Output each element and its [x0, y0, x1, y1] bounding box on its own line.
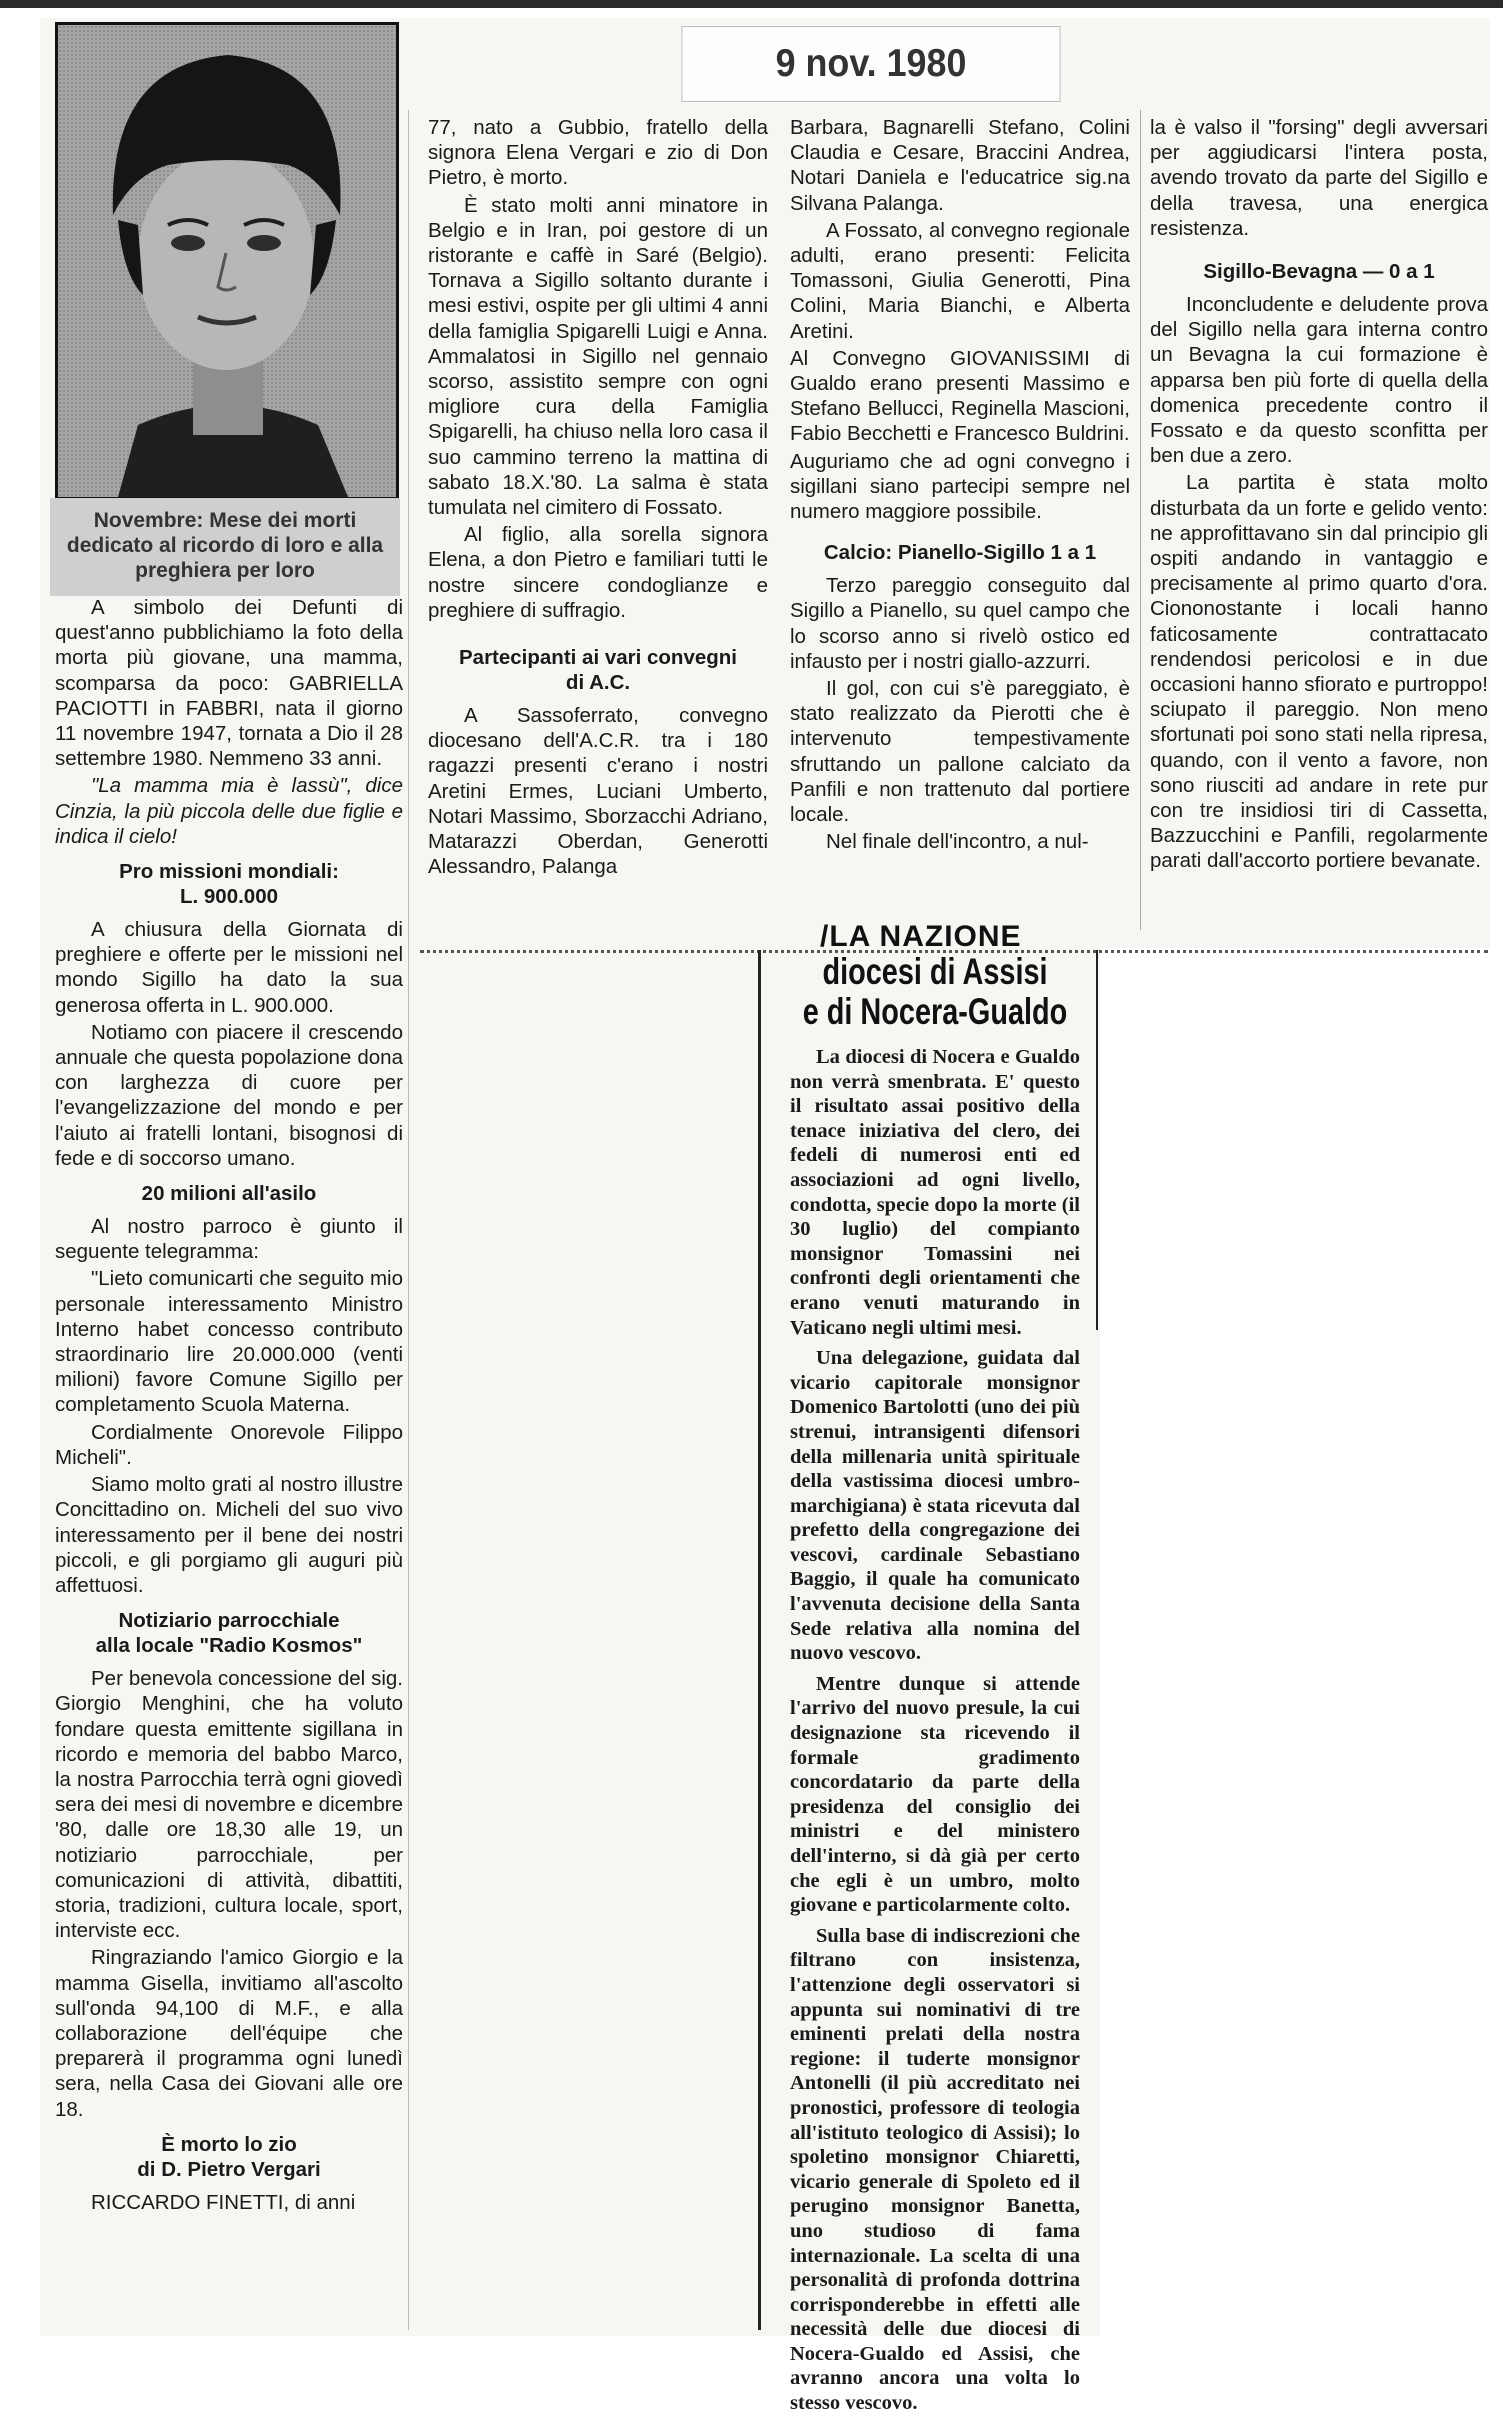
nazione-article	[790, 1045, 1080, 2418]
column-2	[428, 115, 768, 881]
section-heading-calcio: Calcio: Pianello-Sigillo 1 a 1	[823, 541, 1097, 565]
paragraph: la è valso il "forsing" degli avversari per aggiudicarsi l'intera posta, avendo trovato da parte del Sigillo e della travesa, una energica resistenza.	[1150, 116, 1488, 240]
paragraph: "La mamma mia è lassù", dice Cinzia, la più piccola delle due figlie e indica il cielo!	[55, 774, 403, 848]
paragraph: Barbara, Bagnarelli Stefano, Colini Claudia e Cesare, Braccini Andrea, Notari Daniela e l'educatrice sig.na Silvana Palanga.	[790, 116, 1130, 215]
portrait-image	[58, 25, 396, 497]
paragraph: A Fossato, al convegno regionale adulti, erano presenti: Felicita Tomassoni, Giulia Generotti, Pina Colini, Maria Bianchi, e Alberta Aretini.	[790, 218, 1130, 343]
paragraph: RICCARDO FINETTI, di anni	[91, 2190, 356, 2214]
paragraph: Al Convegno GIOVANISSIMI di Gualdo erano presenti Massimo e Stefano Bellucci, Reginella Mascioni, Fabio Becchetti e Francesco Buldrini.	[790, 346, 1130, 446]
paragraph: Al nostro parroco è giunto il seguente telegramma:	[55, 1215, 403, 1264]
paragraph: Terzo pareggio conseguito dal Sigillo a Pianello, su quel campo che lo scorso anno si rivelò ostico ed infausto per i nostri giallo-azzurri.	[790, 574, 1130, 673]
column-divider	[408, 110, 409, 2330]
paragraph: Per benevola concessione del sig. Giorgio Menghini, che ha voluto fondare questa emittente sigillana in ricordo e memoria del babbo Marco, la nostra Parrocchia terrà ogni giovedì sera dei mesi di novembre e dicembre '80, dalle ore 18,30 alle 19, un notiziario parrocchiale, per comunicazioni di attività, dibattiti, storia, tradizioni, cultura locale, sport, interviste ecc.	[55, 1667, 403, 1943]
column-divider	[1140, 110, 1141, 930]
paragraph: Inconcludente e deludente prova del Sigillo nella gara interna contro un Bevagna la cui formazione è apparsa ben più forte di quella della domenica precedente contro il Fossato e da questo sconfitta per ben due a zero.	[1150, 293, 1488, 468]
photo-caption: Novembre: Mese dei morti dedicato al ricordo di loro e alla preghiera per loro	[50, 498, 400, 596]
column-1	[55, 595, 403, 2217]
paragraph: Notiamo con piacere il crescendo annuale che questa popolazione dona con larghezza di cuore per l'evangelizzazione del mondo e per l'aiuto ai fratelli lontani, bisognosi di fede e di soccorso umano.	[55, 1020, 403, 1170]
portrait-photo	[55, 22, 399, 500]
section-heading-bevagna: Sigillo-Bevagna — 0 a 1	[1203, 260, 1435, 284]
nazione-header	[770, 922, 1100, 1032]
paragraph: La partita è stata molto disturbata da un forte e gelido vento: ne approfittavano sin dal principio gli ospiti andando in vantaggio e precisamente al primo quarto d'ora. Ciononostante i locali hanno faticosamente contrattacato rendendosi pericolosi e in due occasioni hanno sfiorato e purtroppo! sciupato il pareggio. Non meno sfortunati poi sono stati nella ripresa, quando, con il vento a favore, non sono riusciti ad andare in rete pur con tre insidiosi tiri di Cassetta, Bazzucchini e Panfili, regolarmente parati dall'accorto portiere bevanate.	[1150, 471, 1488, 873]
paragraph: Ringraziando l'amico Giorgio e la mamma Gisella, invitiamo all'ascolto sull'onda 94,100 di M.F., e alla collaborazione dell'équipe che preparerà il programma ogni lunedì sera, nella Casa dei Giovani alle ore 18.	[55, 1946, 403, 2121]
paragraph: Nel finale dell'incontro, a nul-	[826, 830, 1089, 854]
newspaper-logo: /LA NAZIONE	[820, 920, 1022, 953]
paragraph: 77, nato a Gubbio, fratello della signora Elena Vergari e zio di Don Pietro, è morto.	[428, 116, 768, 190]
paragraph: "Lieto comunicarti che seguito mio personale interessamento Ministro Interno habet concesso contributo straordinario lire 20.000.000 (venti milioni) favore Comune Sigillo per completamento Scuola Materna.	[55, 1267, 403, 1417]
paragraph: Mentre dunque si attende l'arrivo del nuovo presule, la cui designazione sta ricevendo il formale gradimento concordatario da parte della presidenza del consiglio dei ministri e del ministero dell'interno, si dà già per certo che egli è un umbro, molto giovane e particolarmente colto.	[790, 1672, 1080, 1917]
article-title-line-2: e di Nocera-Gualdo	[802, 991, 1068, 1032]
paragraph: Cordialmente Onorevole Filippo Micheli".	[55, 1420, 403, 1469]
paragraph: Sulla base di indiscrezioni che filtrano con insistenza, l'attenzione degli osservatori si appunta sui nominativi di tre eminenti prelati della nostra regione: il tuderte monsignor Antonelli (il più accreditato nei pronostici, professore di teologia all'istituto teologico di Assisi); lo spoletino monsignor Chiaretti, vicario generale di Spoleto ed il perugino monsignor Banetta, uno studioso di fama internazionale. La scelta di una personalità di profonda dottrina corrisponderebbe in effetti alle necessità delle due diocesi di Nocera-Gualdo ed Assisi, che avranno ancora una volta lo stesso vescovo.	[790, 1924, 1080, 2415]
paragraph: A Sassoferrato, convegno diocesano dell'A.C.R. tra i 180 ragazzi presenti c'erano i nostri Aretini Ermes, Luciani Umberto, Notari Massimo, Sborzacchi Adriano, Matarazzi Oberdan, Generotti Alessandro, Palanga	[428, 704, 768, 879]
column-3	[790, 115, 1130, 856]
paragraph: Il gol, con cui s'è pareggiato, è stato realizzato da Pierotti che è intervenuto tempestivamente sfruttando un pallone calciato da Panfili e non trattenuto dal portiere locale.	[790, 677, 1130, 827]
section-heading-missioni: Pro missioni mondiali: L. 900.000	[119, 860, 339, 909]
nazione-left-rule	[758, 950, 761, 2330]
clipping-date: 9 nov. 1980	[681, 26, 1060, 102]
paragraph: Una delegazione, guidata dal vicario capitorale monsignor Domenico Bartolotti (uno dei più strenui, intransigenti difensori della millenaria unità spirituale della vastissima diocesi umbro-marchigiana) è stata ricevuta dal prefetto della congregazione dei vescovi, cardinale Sebastiano Baggio, il quale ha comunicato l'avvenuta decisione della Santa Sede relativa alla nomina del nuovo vescovo.	[790, 1347, 1080, 1665]
paragraph: È stato molti anni minatore in Belgio e in Iran, poi gestore di un ristorante e caffè in Saré (Belgio). Tornava a Sigillo soltanto durante i mesi estivi, ospite per gli ultimi 4 anni della famiglia Spigarelli Luigi e Anna. Ammalatosi in Sigillo nel gennaio scorso, assistito sempre con ogni migliore cura della Famiglia Spigarelli, ha chiuso nella loro casa il suo cammino terreno la mattina di sabato 18.X.'80. La salma è stata tumulata nel cimitero di Fossato.	[428, 193, 768, 520]
paragraph: Al figlio, alla sorella signora Elena, a don Pietro e familiari tutti le nostre sincere condoglianze e preghiere di suffragio.	[428, 523, 768, 622]
paragraph: Siamo molto grati al nostro illustre Concittadino on. Micheli del suo vivo interessamento per il bene dei nostri piccoli, e gli porgiamo gli auguri più affettuosi.	[55, 1473, 403, 1597]
section-heading-zio: È morto lo zio di D. Pietro Vergari	[137, 2132, 321, 2181]
section-heading-asilo: 20 milioni all'asilo	[141, 1182, 317, 1206]
section-heading-radio: Notiziario parrocchiale alla locale "Radio Kosmos"	[95, 1609, 363, 1658]
paragraph: A simbolo dei Defunti di quest'anno pubblichiamo la foto della morta più giovane, una mamma, scomparsa da poco: GABRIELLA PACIOTTI in FABBRI, nata il giorno 11 novembre 1947, tornata a Dio il 28 settembre 1980. Nemmeno 33 anni.	[55, 596, 403, 771]
paragraph: La diocesi di Nocera e Gualdo non verrà smenbrata. E' questo il risultato assai positivo della tenace iniziativa del clero, dei fedeli di numerosi enti ed associazioni ad ogni livello, condotta, specie dopo la morte (il 30 luglio) del compianto monsignor Tomassini nei confronti degli orientamenti che erano venuti maturando in Vaticano negli ultimi mesi.	[790, 1046, 1080, 1339]
paragraph: Auguriamo che ad ogni convegno i sigillani siano partecipi sempre nel numero maggiore possibile.	[790, 449, 1130, 524]
column-4	[1150, 115, 1488, 876]
section-heading-convegni: Partecipanti ai vari convegni di A.C.	[459, 646, 737, 695]
scan-top-edge	[0, 0, 1503, 8]
article-title-line-1: diocesi di Assisi	[822, 951, 1048, 992]
paragraph: A chiusura della Giornata di preghiere e offerte per le missioni nel mondo Sigillo ha dato la sua generosa offerta in L. 900.000.	[55, 918, 403, 1017]
